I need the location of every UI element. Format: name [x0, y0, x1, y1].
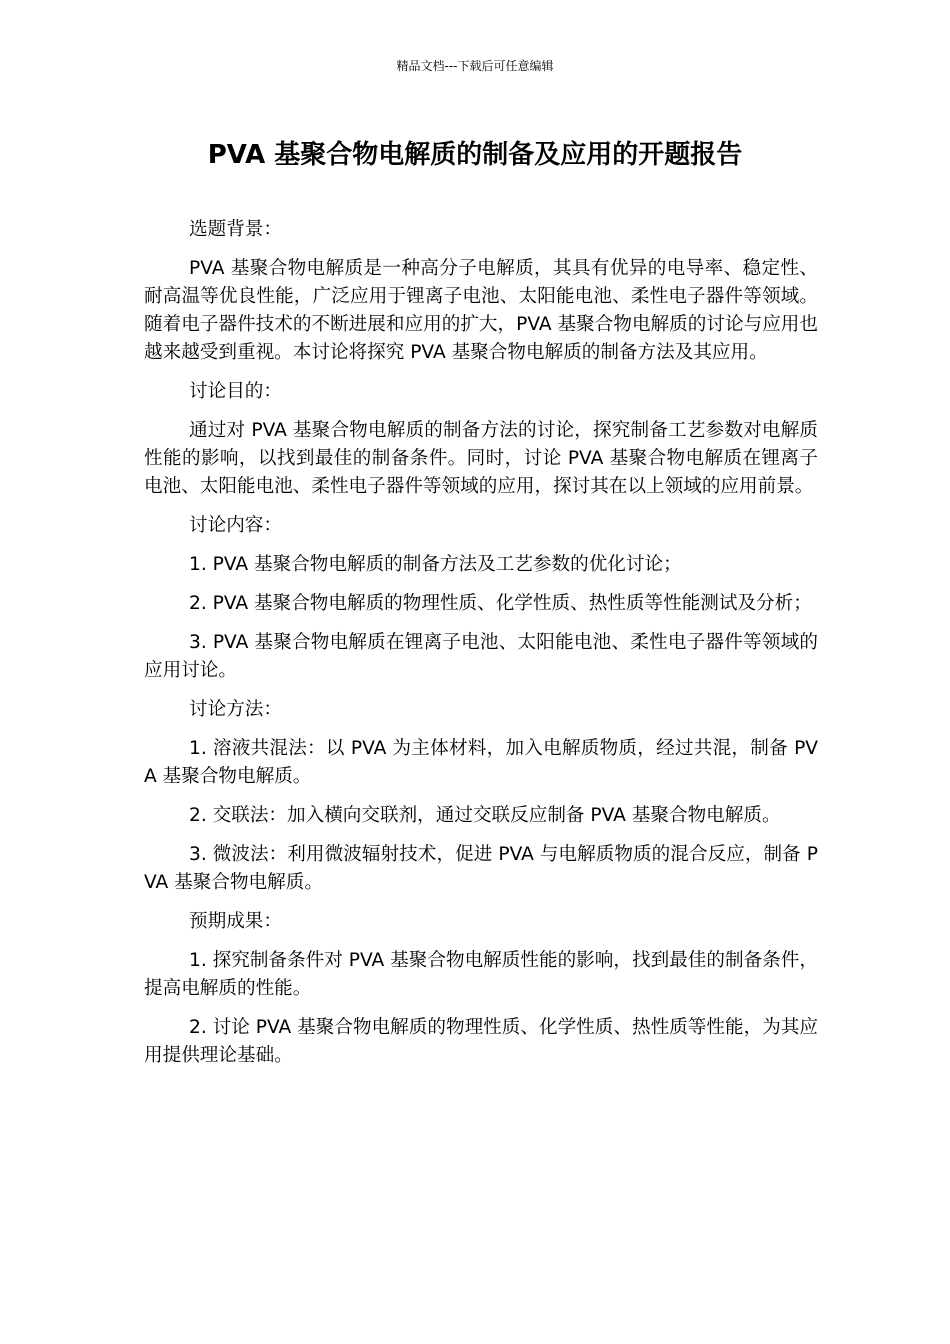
method-item-3: 3. 微波法：利用微波辐射技术，促进 PVA 与电解质物质的混合反应，制备 PVA 基聚合物电解质。 — [144, 844, 818, 893]
document-title: PVA 基聚合物电解质的制备及应用的开题报告 — [207, 140, 743, 170]
content-item-3: 3. PVA 基聚合物电解质在锂离子电池、太阳能电池、柔性电子器件等领域的应用讨论。 — [144, 632, 818, 681]
header-note: 精品文档---下载后可任意编辑 — [396, 59, 554, 73]
method-item-1: 1. 溶液共混法：以 PVA 为主体材料，加入电解质物质，经过共混，制备 PVA 基聚合物电解质。 — [144, 738, 818, 787]
section-heading-outcomes: 预期成果： — [189, 911, 282, 932]
content-item-1: 1. PVA 基聚合物电解质的制备方法及工艺参数的优化讨论； — [189, 554, 682, 575]
section-heading-purpose: 讨论目的： — [189, 381, 282, 402]
content-item-2: 2. PVA 基聚合物电解质的物理性质、化学性质、热性质等性能测试及分析； — [189, 593, 812, 614]
paragraph-background: PVA 基聚合物电解质是一种高分子电解质，其具有优异的电导率、稳定性、耐高温等优良性能，广泛应用于锂离子电池、太阳能电池、柔性电子器件等领域。随着电子器件技术的不断进展和应用的扩大，PVA 基聚合物电解质的讨论与应用也越来越受到重视。本讨论将探究 PVA 基聚合物电解质的制备方法及其应用。 — [144, 258, 818, 363]
outcome-item-2: 2. 讨论 PVA 基聚合物电解质的物理性质、化学性质、热性质等性能，为其应用提供理论基础。 — [144, 1017, 818, 1066]
outcome-item-1: 1. 探究制备条件对 PVA 基聚合物电解质性能的影响，找到最佳的制备条件，提高电解质的性能。 — [144, 950, 818, 999]
method-item-2: 2. 交联法：加入横向交联剂，通过交联反应制备 PVA 基聚合物电解质。 — [189, 805, 781, 826]
section-heading-methods: 讨论方法： — [189, 699, 282, 720]
document-body — [144, 216, 818, 1081]
section-heading-content: 讨论内容： — [189, 515, 282, 536]
paragraph-purpose: 通过对 PVA 基聚合物电解质的制备方法的讨论，探究制备工艺参数对电解质性能的影响，以找到最佳的制备条件。同时，讨论 PVA 基聚合物电解质在锂离子电池、太阳能电池、柔性电子器件等领域的应用，探讨其在以上领域的应用前景。 — [144, 420, 818, 497]
section-heading-background: 选题背景： — [189, 219, 282, 240]
